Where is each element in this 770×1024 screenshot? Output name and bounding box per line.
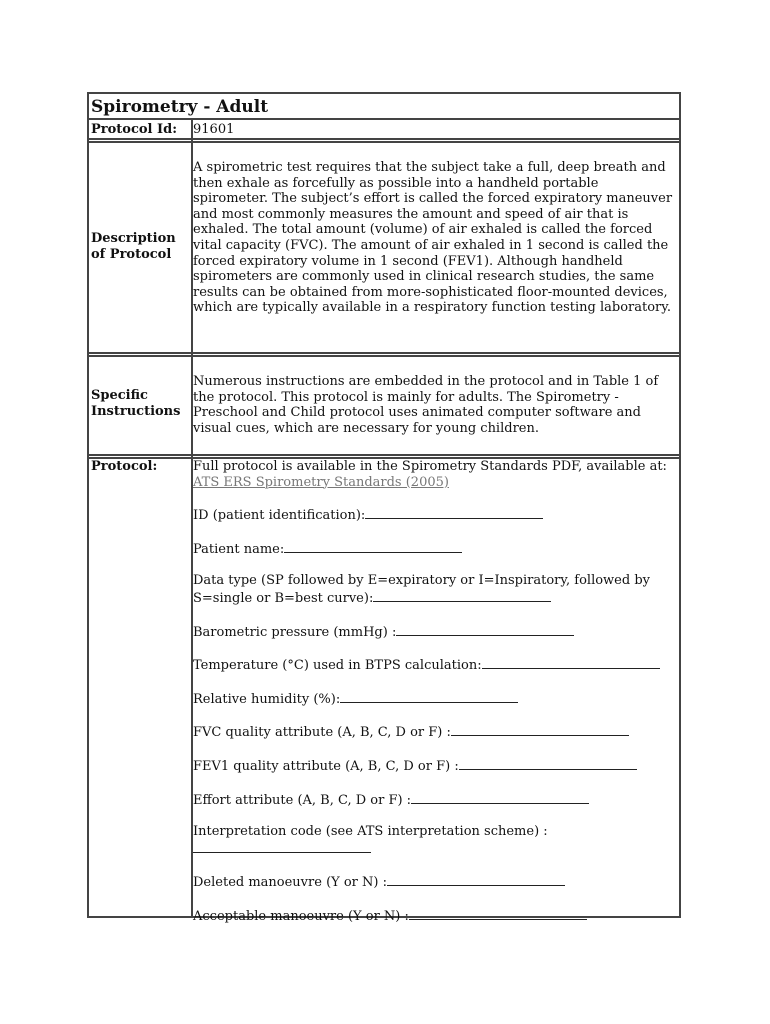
divider xyxy=(89,454,679,456)
protocol-id-label: Protocol Id: xyxy=(91,122,177,137)
divider xyxy=(89,355,679,357)
field-label: Effort attribute (A, B, C, D or F) : xyxy=(193,792,412,808)
document-title: Spirometry - Adult xyxy=(91,97,269,117)
protocol-id-value: 91601 xyxy=(193,122,235,137)
barometric-pressure-input-line[interactable] xyxy=(396,623,574,636)
interpretation-code-input-line[interactable] xyxy=(193,840,371,853)
form-field-data-type xyxy=(193,573,677,606)
protocol-body xyxy=(193,459,677,941)
field-label: Deleted manoeuvre (Y or N) : xyxy=(193,875,387,891)
description-label xyxy=(91,231,187,263)
temperature-input-line[interactable] xyxy=(482,656,660,669)
form-field-interpretation-code xyxy=(193,824,677,857)
description-label-line2: of Protocol xyxy=(91,247,172,262)
acceptable-manoeuvre-input-line[interactable] xyxy=(409,907,587,920)
field-label: Acceptable manoeuvre (Y or N) : xyxy=(193,908,409,924)
spirometry-standards-link[interactable]: ATS ERS Spirometry Standards (2005) xyxy=(193,474,449,490)
specific-instructions-label xyxy=(91,388,187,420)
protocol-intro xyxy=(193,459,677,490)
divider xyxy=(89,141,679,143)
description-text: A spirometric test requires that the subject take a full, deep breath and then exhale as forcefully as possible into a handheld portable spirometer. The subject’s effort is called the forced expiratory maneuver and most commonly measures the amount and speed of air that is exhaled. The total amount (volume) of air exhaled is called the forced vital capacity (FVC). The amount of air exhaled in 1 second is called the forced expiratory volume in 1 second (FEV1). Although handheld spirometers are commonly used in clinical research studies, the same results can be obtained from more-sophisticated floor-mounted devices, which are typically available in a respiratory function testing laboratory. xyxy=(193,160,673,316)
field-label: Temperature (°C) used in BTPS calculation: xyxy=(193,658,482,674)
field-label: Patient name: xyxy=(193,541,285,557)
field-label: Barometric pressure (mmHg) : xyxy=(193,624,397,640)
divider xyxy=(89,118,679,120)
divider xyxy=(89,138,679,140)
specific-instructions-text: Numerous instructions are embedded in the protocol and in Table 1 of the protocol. This protocol is mainly for adults. The Spirometry - Preschool and Child protocol uses animated computer software and visual cues, which are necessary for young children. xyxy=(193,374,659,436)
specific-label-line2: Instructions xyxy=(91,404,181,419)
relative-humidity-input-line[interactable] xyxy=(340,690,518,703)
form-field-barometric-pressure xyxy=(193,623,677,641)
form-field-relative-humidity xyxy=(193,690,677,708)
fev1-quality-input-line[interactable] xyxy=(459,757,637,770)
field-label: FVC quality attribute (A, B, C, D or F) : xyxy=(193,725,451,741)
protocol-label: Protocol: xyxy=(91,459,158,474)
id-input-line[interactable] xyxy=(365,506,543,519)
description-label-line1: Description xyxy=(91,231,176,246)
form-field-fev1-quality xyxy=(193,757,677,775)
field-label: Data type (SP followed by E=expiratory or I=Inspiratory, followed by S=single or B=best curve): xyxy=(193,573,650,606)
form-field-acceptable-manoeuvre xyxy=(193,907,677,925)
specific-label-line1: Specific xyxy=(91,388,148,403)
data-type-input-line[interactable] xyxy=(373,589,551,602)
form-field-id xyxy=(193,506,677,524)
field-label: Interpretation code (see ATS interpretation scheme) : xyxy=(193,824,548,840)
protocol-intro-text: Full protocol is available in the Spirometry Standards PDF, available at: xyxy=(193,459,667,474)
patient-name-input-line[interactable] xyxy=(284,540,462,553)
deleted-manoeuvre-input-line[interactable] xyxy=(387,873,565,886)
form-field-deleted-manoeuvre xyxy=(193,873,677,891)
form-field-temperature xyxy=(193,656,677,674)
divider xyxy=(89,352,679,354)
form-field-effort xyxy=(193,791,677,809)
protocol-sheet xyxy=(87,92,681,924)
fvc-quality-input-line[interactable] xyxy=(451,723,629,736)
form-field-patient-name xyxy=(193,540,677,558)
field-label: FEV1 quality attribute (A, B, C, D or F) : xyxy=(193,758,459,774)
effort-input-line[interactable] xyxy=(411,791,589,804)
field-label: ID (patient identification): xyxy=(193,508,366,524)
field-label: Relative humidity (%): xyxy=(193,691,341,707)
form-field-fvc-quality xyxy=(193,723,677,741)
